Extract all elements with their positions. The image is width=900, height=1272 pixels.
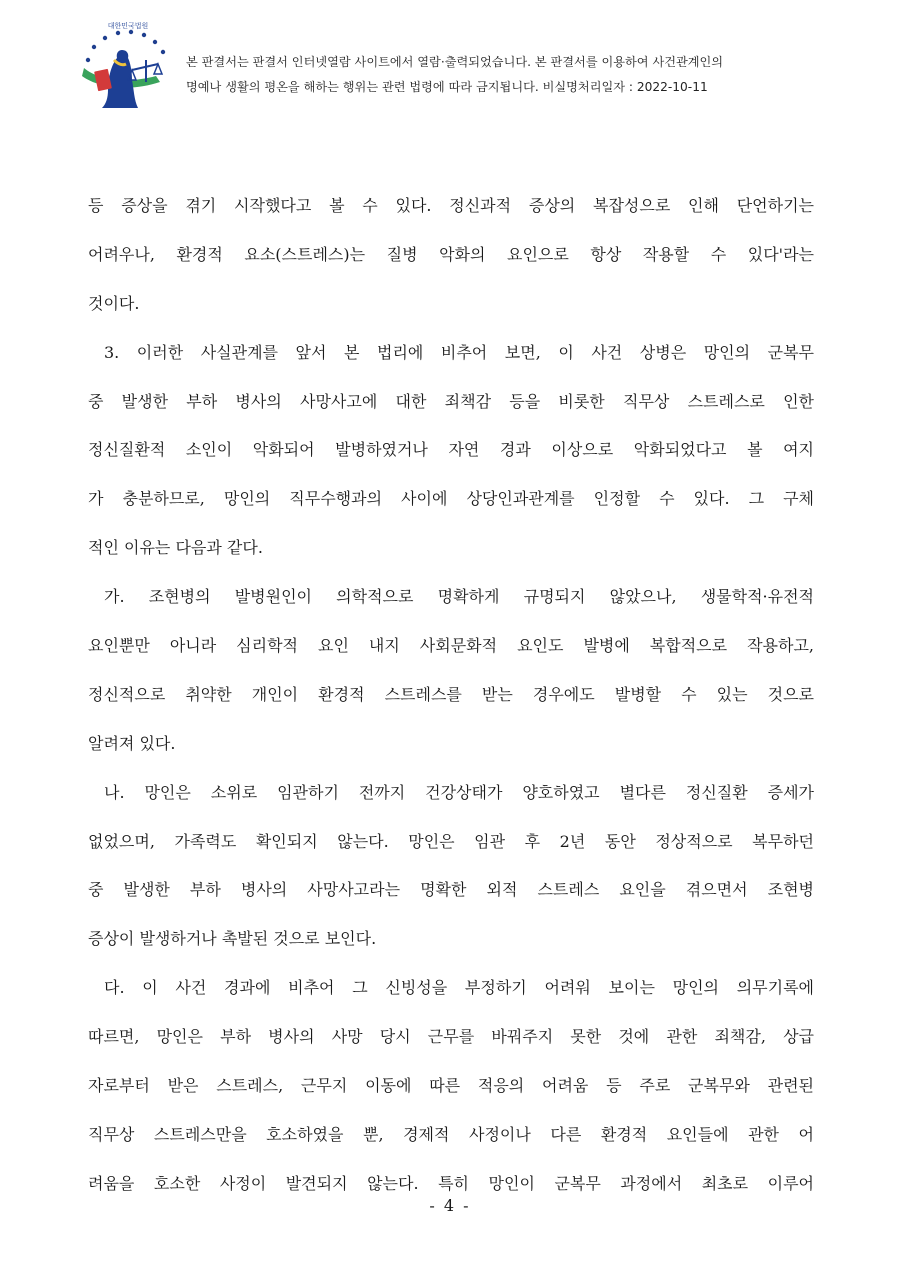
body-line: 정신질환적 소인이 악화되어 발병하였거나 자연 경과 이상으로 악화되었다고 볼 여지 [88, 440, 814, 460]
body-line: 정신적으로 취약한 개인이 환경적 스트레스를 받는 경우에도 발병할 수 있는 것으로 [88, 684, 814, 704]
body-line: 3. 이러한 사실관계를 앞서 본 법리에 비추어 보면, 이 사건 상병은 망인의 군복무 [104, 342, 814, 362]
notice-text [186, 50, 846, 100]
page-header [78, 20, 838, 116]
body-line: 알려져 있다. [88, 733, 176, 753]
body-line: 중 발생한 부하 병사의 사망사고라는 명확한 외적 스트레스 요인을 겪으면서 조현병 [88, 880, 814, 900]
notice-line-2: 명예나 생활의 평온을 해하는 행위는 관련 법령에 따라 금지됩니다. 비실명처리일자 : 2022-10-11 [186, 80, 708, 94]
body-line: 증상이 발생하거나 촉발된 것으로 보인다. [88, 929, 377, 949]
body-line: 적인 이유는 다음과 같다. [88, 538, 263, 558]
court-emblem-icon [78, 20, 178, 112]
page-number: - 4 - [429, 1196, 471, 1215]
body-line: 등 증상을 겪기 시작했다고 볼 수 있다. 정신과적 증상의 복잡성으로 인해 단언하기는 [88, 196, 814, 215]
notice-line-1: 본 판결서는 판결서 인터넷열람 사이트에서 열람·출력되었습니다. 본 판결서를 이용하여 사건관계인의 [186, 55, 724, 69]
body-line: 어려우나, 환경적 요소(스트레스)는 질병 악화의 요인으로 항상 작용할 수 있다'라는 [88, 244, 814, 264]
body-line: 것이다. [88, 293, 140, 313]
body-line: 가 충분하므로, 망인의 직무수행과의 사이에 상당인과관계를 인정할 수 있다. 그 구체 [88, 489, 814, 509]
emblem-text: 대한민국법원 [107, 22, 149, 30]
body-line: 없었으며, 가족력도 확인되지 않는다. 망인은 임관 후 2년 동안 정상적으로 복무하던 [88, 831, 814, 851]
body-line: 려움을 호소한 사정이 발견되지 않는다. 특히 망인이 군복무 과정에서 최초로 이루어 [88, 1173, 814, 1193]
body-line: 다. 이 사건 경과에 비추어 그 신빙성을 부정하기 어려워 보이는 망인의 의무기록에 [104, 978, 814, 998]
body-line: 요인뿐만 아니라 심리학적 요인 내지 사회문화적 요인도 발병에 복합적으로 작용하고, [88, 636, 814, 656]
body-line: 자로부터 받은 스트레스, 근무지 이동에 따른 적응의 어려움 등 주로 군복무와 관련된 [88, 1076, 814, 1096]
body-line: 직무상 스트레스만을 호소하였을 뿐, 경제적 사정이나 다른 환경적 요인들에 관한 어 [88, 1124, 814, 1144]
judgment-body [88, 182, 814, 1209]
body-line: 가. 조현병의 발병원인이 의학적으로 명확하게 규명되지 않았으나, 생물학적·유전적 [104, 587, 814, 607]
body-line: 따르면, 망인은 부하 병사의 사망 당시 근무를 바꿔주지 못한 것에 관한 죄책감, 상급 [88, 1027, 814, 1047]
body-line: 중 발생한 부하 병사의 사망사고에 대한 죄책감 등을 비롯한 직무상 스트레스로 인한 [88, 391, 814, 411]
body-line: 나. 망인은 소위로 임관하기 전까지 건강상태가 양호하였고 별다른 정신질환 증세가 [104, 782, 814, 802]
